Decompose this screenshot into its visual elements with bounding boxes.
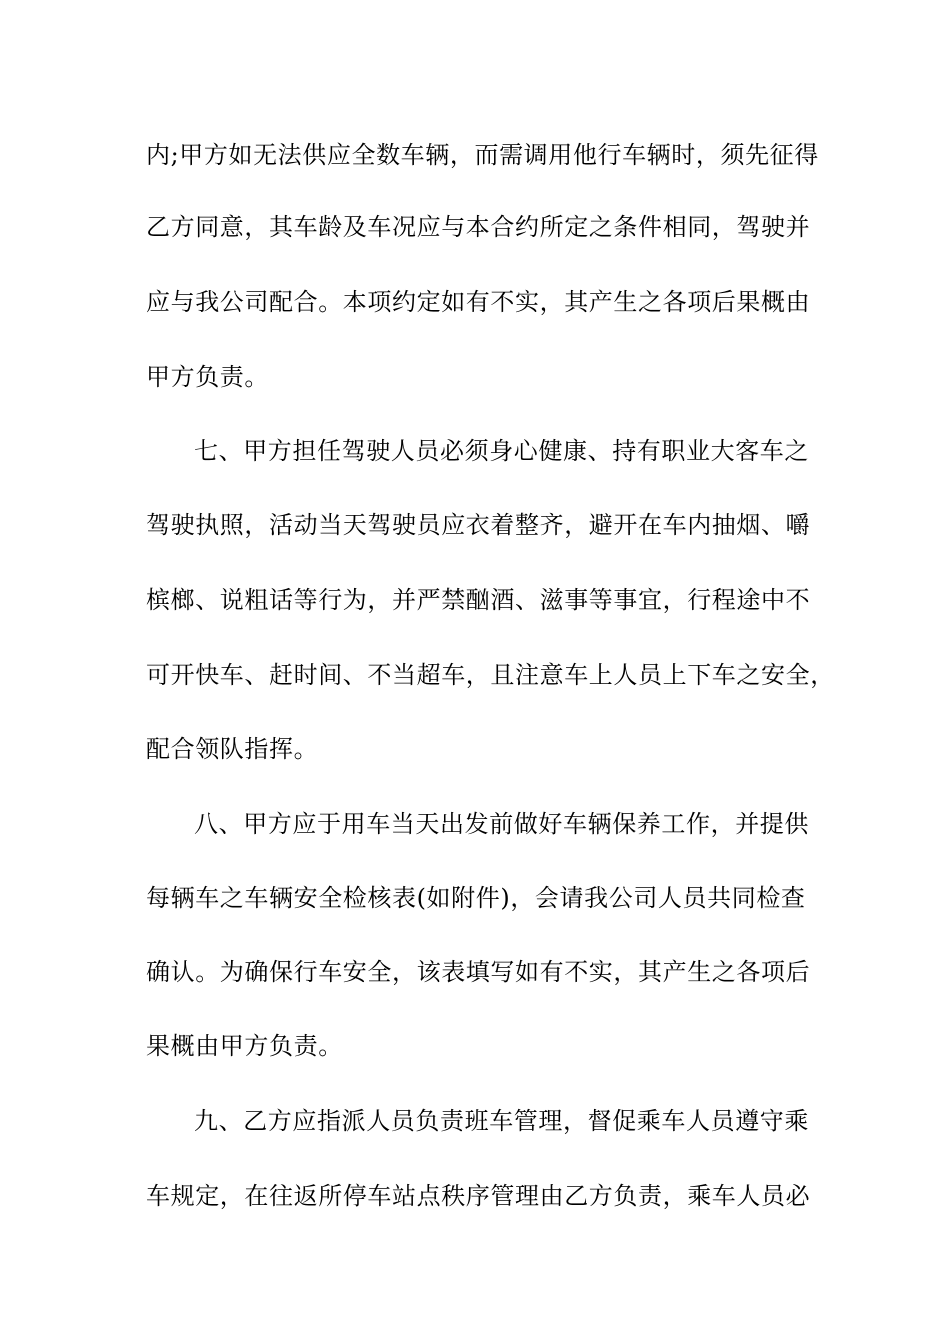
text-line: 应与我公司配合。本项约定如有不实，其产生之各项后果概由 — [146, 288, 811, 316]
text-line: 甲方负责。 — [146, 363, 269, 391]
text-line: 可开快车、赶时间、不当超车，且注意车上人员上下车之安全， — [146, 661, 835, 689]
paragraph-start-line: 八、甲方应于用车当天出发前做好车辆保养工作，并提供 — [194, 810, 809, 838]
text-line: 驾驶执照，活动当天驾驶员应衣着整齐，避开在车内抽烟、嚼 — [146, 511, 811, 539]
text-line: 配合领队指挥。 — [146, 735, 319, 763]
text-line: 槟榔、说粗话等行为，并严禁酗酒、滋事等事宜，行程途中不 — [146, 586, 811, 614]
text-line: 内;甲方如无法供应全数车辆，而需调用他行车辆时，须先征得 — [146, 141, 819, 169]
text-line: 车规定，在往返所停车站点秩序管理由乙方负责，乘车人员必 — [146, 1182, 811, 1210]
paragraph-start-line: 七、甲方担任驾驶人员必须身心健康、持有职业大客车之 — [194, 437, 809, 465]
text-line: 确认。为确保行车安全，该表填写如有不实，其产生之各项后 — [146, 958, 811, 986]
text-line: 每辆车之车辆安全检核表(如附件)，会请我公司人员共同检查 — [146, 884, 806, 912]
text-line: 果概由甲方负责。 — [146, 1032, 343, 1060]
text-line: 乙方同意，其车龄及车况应与本合约所定之条件相同，驾驶并 — [146, 213, 811, 241]
paragraph-start-line: 九、乙方应指派人员负责班车管理，督促乘车人员遵守乘 — [194, 1107, 809, 1135]
